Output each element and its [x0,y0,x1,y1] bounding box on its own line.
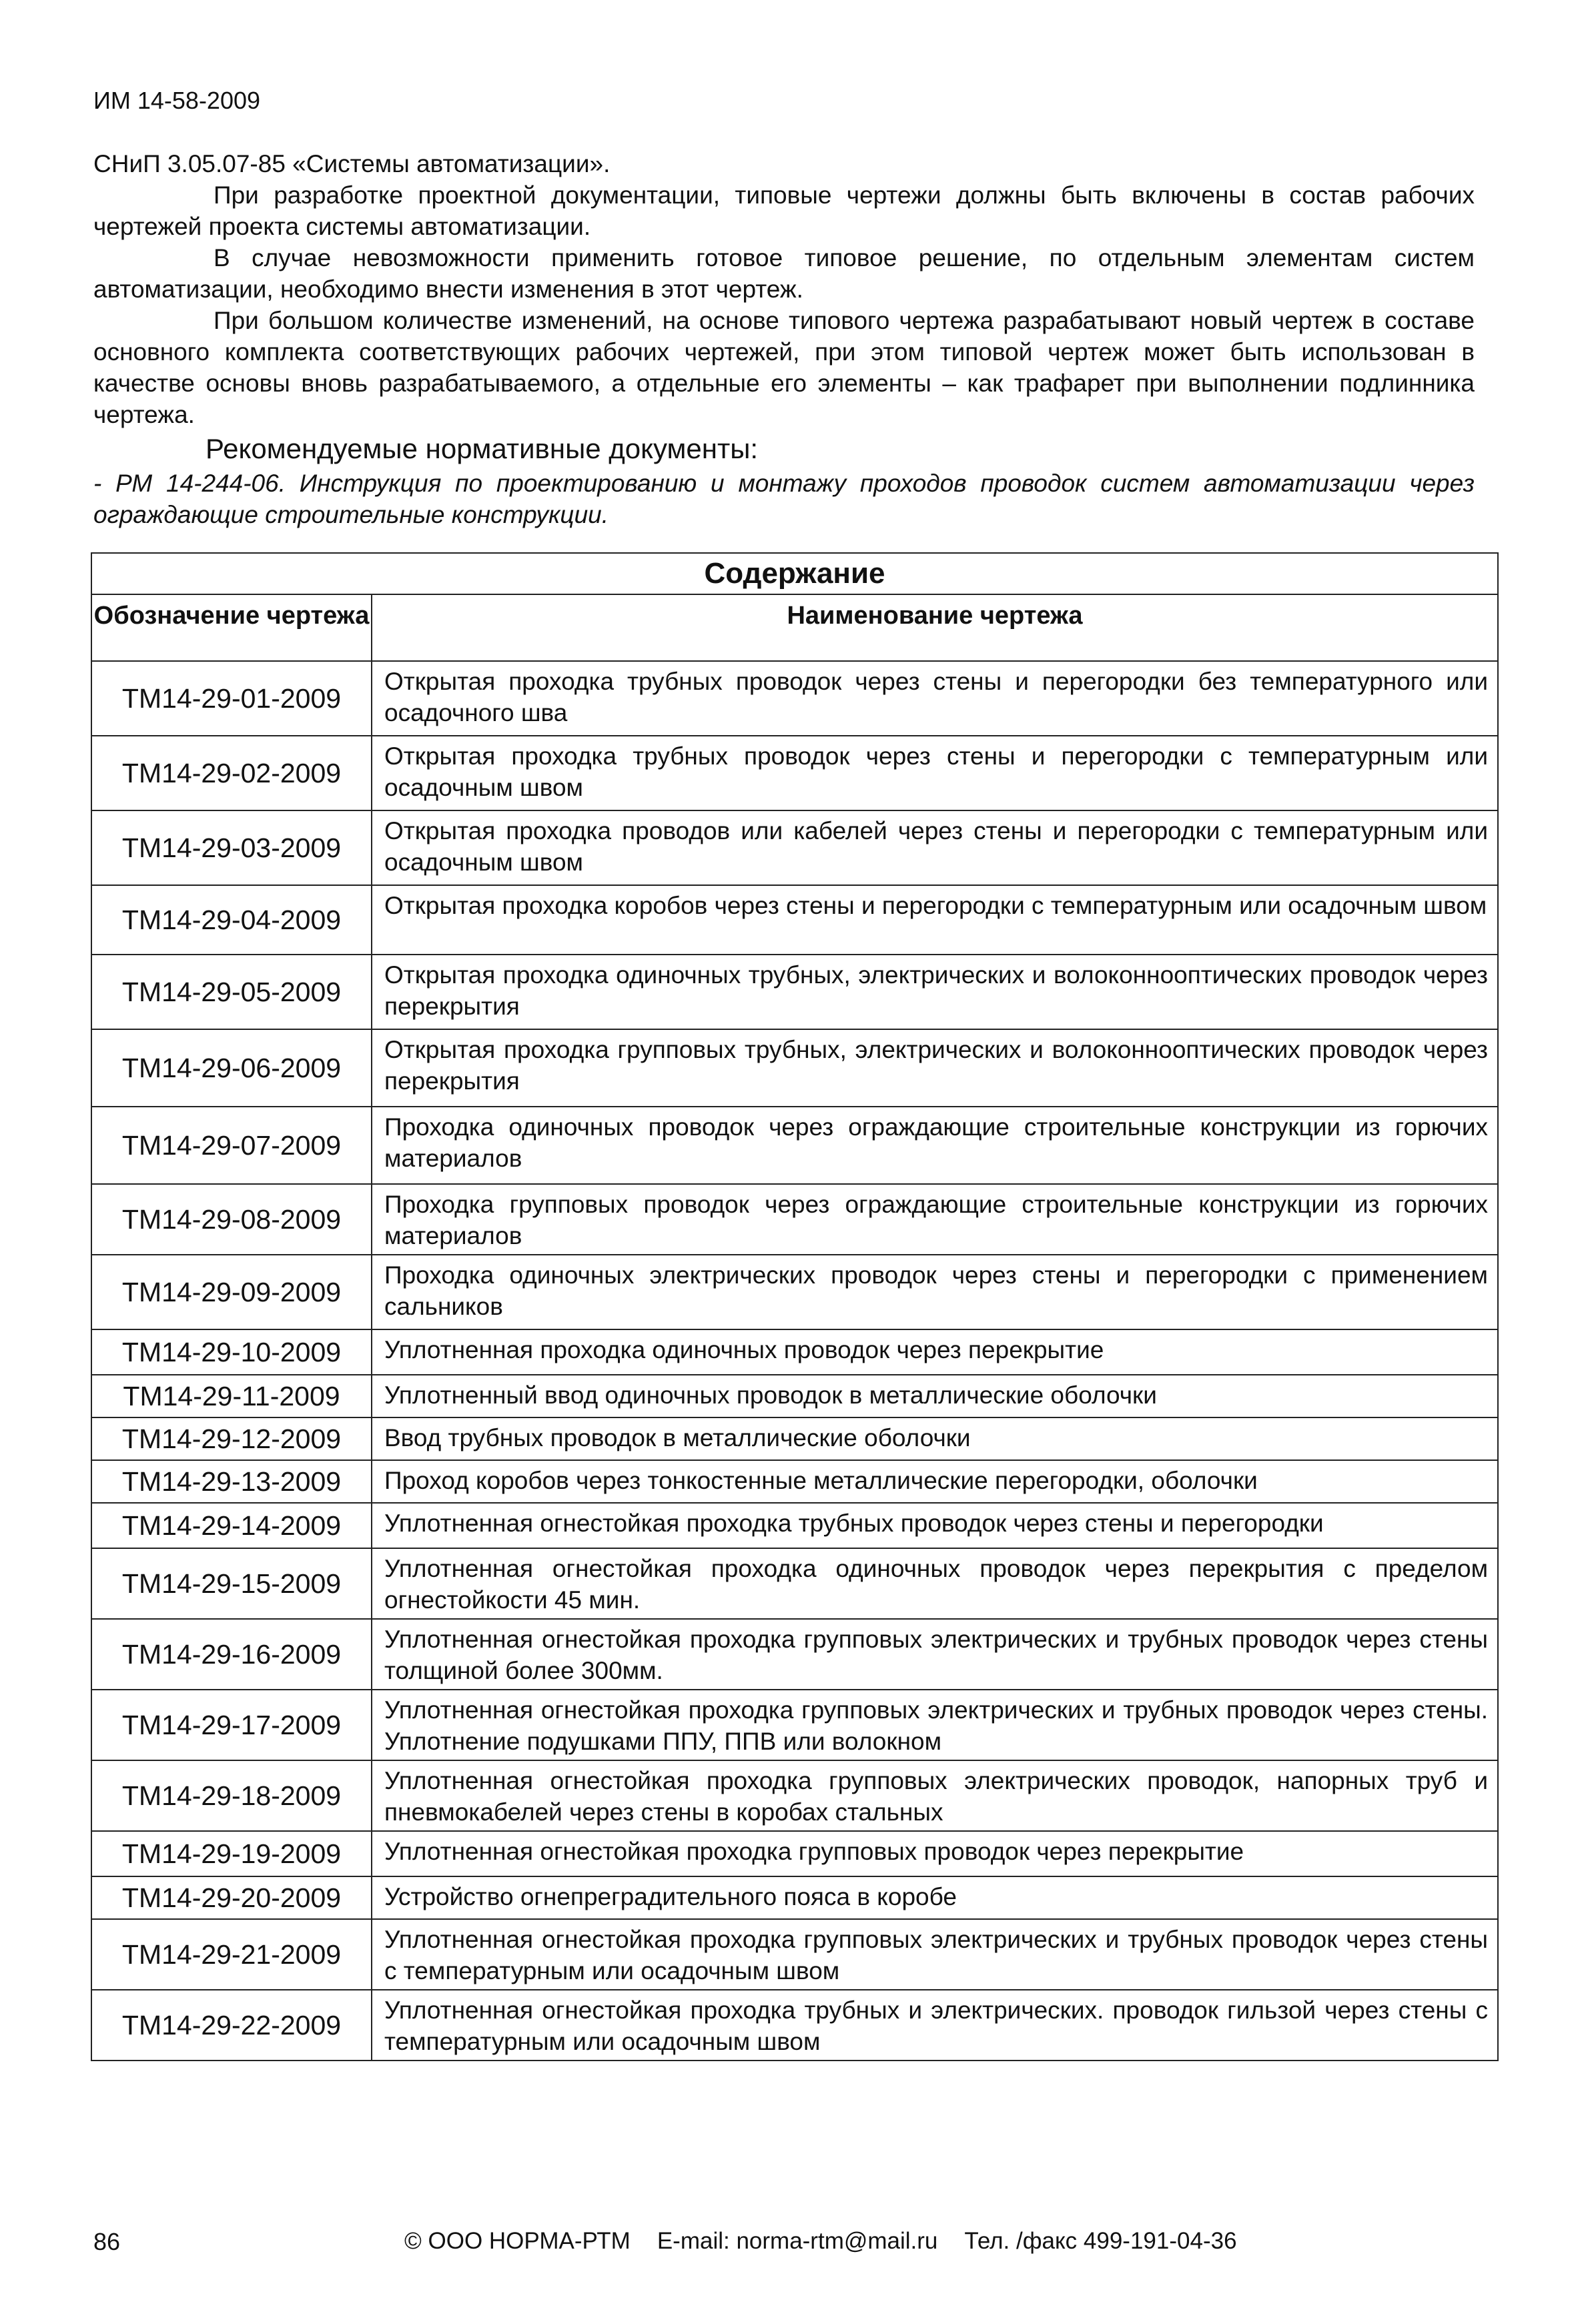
drawing-name-cell: Уплотненная огнестойкая проходка трубных проводок через стены и перегородки [372,1503,1498,1548]
drawing-code-cell: ТМ14-29-06-2009 [91,1029,372,1107]
column-header-code: Обозначение чертежа [91,594,372,661]
drawing-name-cell: Уплотненная огнестойкая проходка групповых электрических и трубных проводок через стены толщиной более 300мм. [372,1619,1498,1690]
drawing-name-cell: Открытая проходка коробов через стены и перегородки с температурным или осадочным швом [372,885,1498,955]
phone-text: Тел. /факс 499-191-04-36 [964,2228,1237,2254]
drawing-code-cell: ТМ14-29-03-2009 [91,810,372,885]
table-row [91,1548,1498,1619]
table-row [91,1690,1498,1760]
table-caption: Содержание [91,553,1498,594]
paragraph-changes: В случае невозможности применить готовое типовое решение, по отдельным элементам систем автоматизации, необходимо внести изменения в этот чертеж. [93,244,1475,303]
table-row [91,810,1498,885]
drawing-code-cell: ТМ14-29-13-2009 [91,1460,372,1503]
drawing-code-cell: ТМ14-29-04-2009 [91,885,372,955]
drawing-name-cell: Устройство огнепреградительного пояса в коробе [372,1876,1498,1919]
drawing-name-cell: Уплотненный ввод одиночных проводок в металлические оболочки [372,1375,1498,1417]
copyright-text: © ООО НОРМА-РТМ [404,2228,631,2254]
table-body [91,661,1498,2061]
drawing-code-cell: ТМ14-29-16-2009 [91,1619,372,1690]
table-row [91,1029,1498,1107]
drawing-name-cell: Ввод трубных проводок в металлические оболочки [372,1417,1498,1460]
table-row [91,1619,1498,1690]
table-row [91,1255,1498,1329]
table-row [91,1375,1498,1417]
table-row [91,885,1498,955]
table-row [91,661,1498,736]
drawing-code-cell: ТМ14-29-08-2009 [91,1184,372,1255]
drawing-code-cell: ТМ14-29-02-2009 [91,736,372,810]
drawing-name-cell: Уплотненная огнестойкая проходка групповых проводок через перекрытие [372,1831,1498,1876]
column-header-name: Наименование чертежа [372,594,1498,661]
recommended-document-item: - РМ 14-244-06. Инструкция по проектированию и монтажу проходов проводок систем автоматизации через ограждающие строительные конструкции. [93,470,1475,528]
table-row [91,1831,1498,1876]
page-number: 86 [93,2228,121,2255]
paragraph-snip: СНиП 3.05.07-85 «Системы автоматизации». [93,150,611,177]
drawing-name-cell: Уплотненная огнестойкая проходка групповых электрических проводок, напорных труб и пневмокабелей через стены в коробах стальных [372,1760,1498,1831]
table-row [91,1503,1498,1548]
drawing-name-cell: Уплотненная огнестойкая проходка групповых электрических и трубных проводок через стены с температурным или осадочным швом [372,1919,1498,1990]
paragraph-design-docs: При разработке проектной документации, типовые чертежи должны быть включены в состав рабочих чертежей проекта системы автоматизации. [93,181,1475,240]
recommended-documents-heading: Рекомендуемые нормативные документы: [206,433,759,464]
drawing-code-cell: ТМ14-29-11-2009 [91,1375,372,1417]
drawing-code-cell: ТМ14-29-01-2009 [91,661,372,736]
drawing-code-cell: ТМ14-29-09-2009 [91,1255,372,1329]
table-row [91,1760,1498,1831]
drawing-code-cell: ТМ14-29-22-2009 [91,1990,372,2061]
drawing-name-cell: Проходка одиночных проводок через ограждающие строительные конструкции из горючих материалов [372,1107,1498,1184]
email-text: E-mail: norma-rtm@mail.ru [657,2228,938,2254]
table-row [91,1329,1498,1375]
table-row [91,1107,1498,1184]
drawing-name-cell: Открытая проходка проводов или кабелей через стены и перегородки с температурным или осадочным швом [372,810,1498,885]
drawing-name-cell: Проход коробов через тонкостенные металлические перегородки, оболочки [372,1460,1498,1503]
drawing-code-cell: ТМ14-29-21-2009 [91,1919,372,1990]
paragraph-new-drawing: При большом количестве изменений, на основе типового чертежа разрабатывают новый чертеж в составе основного комплекта соответствующих рабочих чертежей, при этом типовой чертеж может быть использован в качестве основы вновь разрабатываемого, а отдельные его элементы – как трафарет при выполнении подлинника чертежа. [93,307,1475,428]
drawing-name-cell: Открытая проходка трубных проводок через стены и перегородки без температурного или осадочного шва [372,661,1498,736]
drawing-name-cell: Уплотненная проходка одиночных проводок через перекрытие [372,1329,1498,1375]
table-row [91,1417,1498,1460]
drawing-code-cell: ТМ14-29-12-2009 [91,1417,372,1460]
drawing-code-cell: ТМ14-29-10-2009 [91,1329,372,1375]
drawing-name-cell: Уплотненная огнестойкая проходка групповых электрических и трубных проводок через стены. Уплотнение подушками ППУ, ППВ или волокном [372,1690,1498,1760]
drawing-name-cell: Уплотненная огнестойкая проходка трубных и электрических. проводок гильзой через стены с температурным или осадочным швом [372,1990,1498,2061]
table-row [91,736,1498,810]
table-row [91,1990,1498,2061]
table-row [91,1184,1498,1255]
drawing-name-cell: Открытая проходка групповых трубных, электрических и волоконнооптических проводок через перекрытия [372,1029,1498,1107]
contents-table [91,552,1499,2061]
drawing-code-cell: ТМ14-29-17-2009 [91,1690,372,1760]
table-row [91,1876,1498,1919]
document-code: ИМ 14-58-2009 [93,87,261,114]
drawing-name-cell: Проходка групповых проводок через ограждающие строительные конструкции из горючих материалов [372,1184,1498,1255]
drawing-name-cell: Проходка одиночных электрических проводок через стены и перегородки с применением сальников [372,1255,1498,1329]
drawing-name-cell: Открытая проходка одиночных трубных, электрических и волоконнооптических проводок через перекрытия [372,955,1498,1029]
table-row [91,1460,1498,1503]
table-row [91,1919,1498,1990]
drawing-name-cell: Открытая проходка трубных проводок через стены и перегородки с температурным или осадочным швом [372,736,1498,810]
drawing-code-cell: ТМ14-29-14-2009 [91,1503,372,1548]
footer-contacts [404,2228,1237,2255]
drawing-code-cell: ТМ14-29-19-2009 [91,1831,372,1876]
drawing-code-cell: ТМ14-29-05-2009 [91,955,372,1029]
drawing-code-cell: ТМ14-29-15-2009 [91,1548,372,1619]
drawing-name-cell: Уплотненная огнестойкая проходка одиночных проводок через перекрытия с пределом огнестойкости 45 мин. [372,1548,1498,1619]
drawing-code-cell: ТМ14-29-20-2009 [91,1876,372,1919]
drawing-code-cell: ТМ14-29-07-2009 [91,1107,372,1184]
table-row [91,955,1498,1029]
drawing-code-cell: ТМ14-29-18-2009 [91,1760,372,1831]
body-text [93,148,1475,530]
